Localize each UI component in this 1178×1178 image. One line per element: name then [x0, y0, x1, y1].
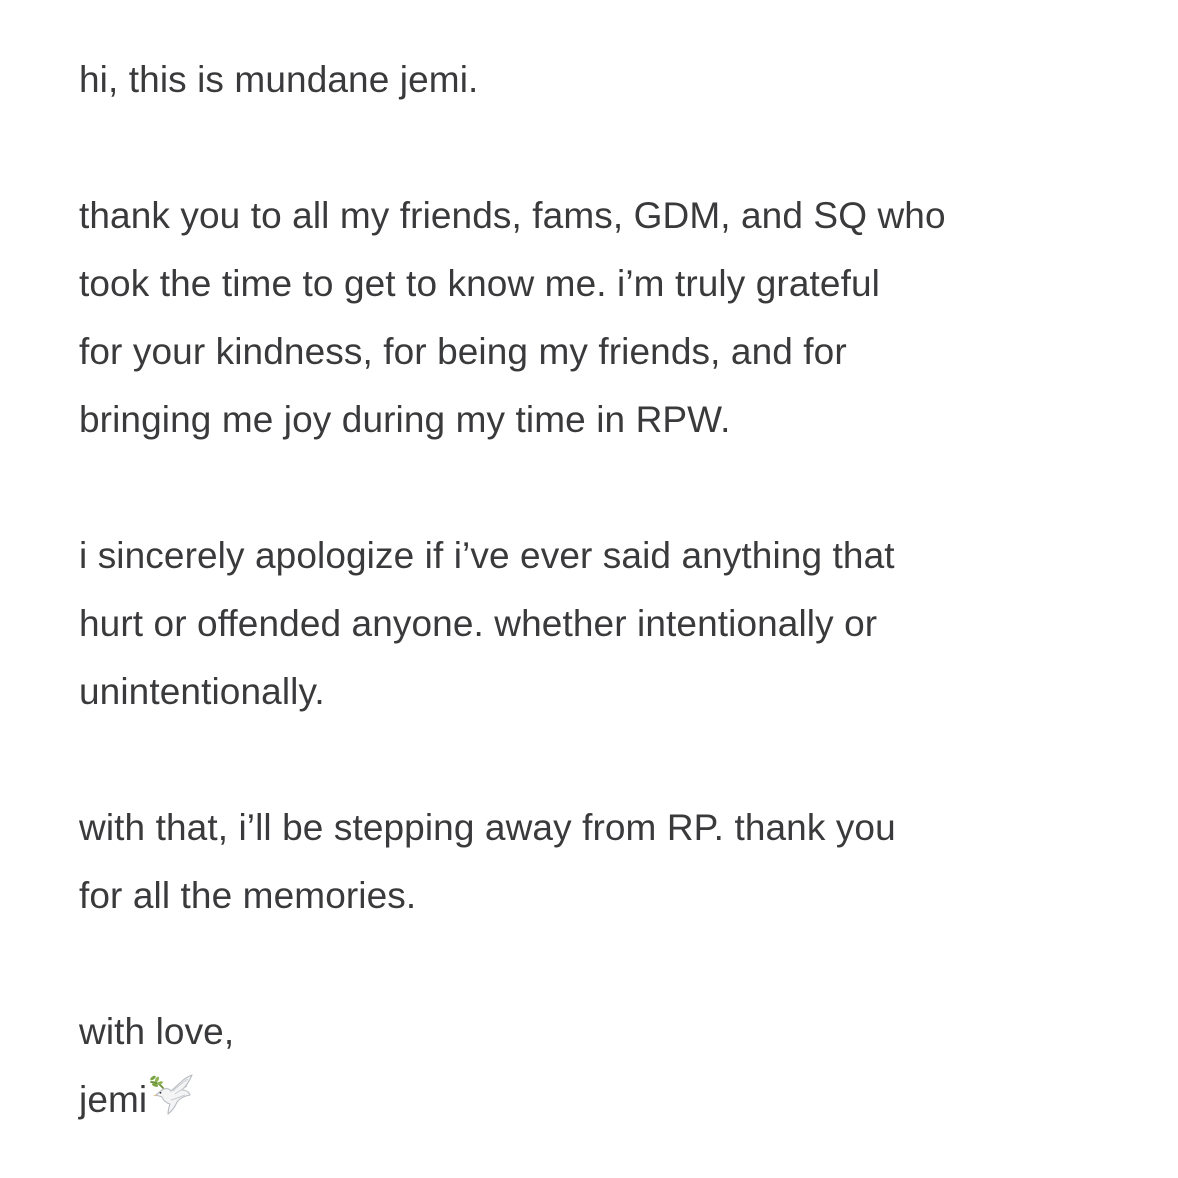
- paragraph1-line: took the time to get to know me. i’m truly grateful: [79, 263, 880, 304]
- paragraph1-line: thank you to all my friends, fams, GDM, and SQ who: [79, 195, 946, 236]
- closing-line: with love,: [79, 1011, 235, 1052]
- note-body: [79, 46, 1159, 1134]
- paragraph2-line: i sincerely apologize if i’ve ever said anything that: [79, 535, 895, 576]
- dove-with-olive-branch-icon: [147, 1070, 195, 1118]
- paragraph-gap: [79, 726, 1159, 794]
- paragraph-gap: [79, 930, 1159, 998]
- paragraph1-line: bringing me joy during my time in RPW.: [79, 399, 731, 440]
- paragraph1-line: for your kindness, for being my friends, and for: [79, 331, 847, 372]
- signature-name: jemi: [79, 1079, 148, 1120]
- paragraph2-line: hurt or offended anyone. whether intentionally or: [79, 603, 878, 644]
- signature-line: [79, 1066, 1159, 1134]
- greeting-line: hi, this is mundane jemi.: [79, 59, 479, 100]
- paragraph3-line: with that, i’ll be stepping away from RP. thank you: [79, 807, 896, 848]
- paragraph-gap: [79, 114, 1159, 182]
- paragraph3-line: for all the memories.: [79, 875, 417, 916]
- paragraph2-line: unintentionally.: [79, 671, 325, 712]
- paragraph-gap: [79, 454, 1159, 522]
